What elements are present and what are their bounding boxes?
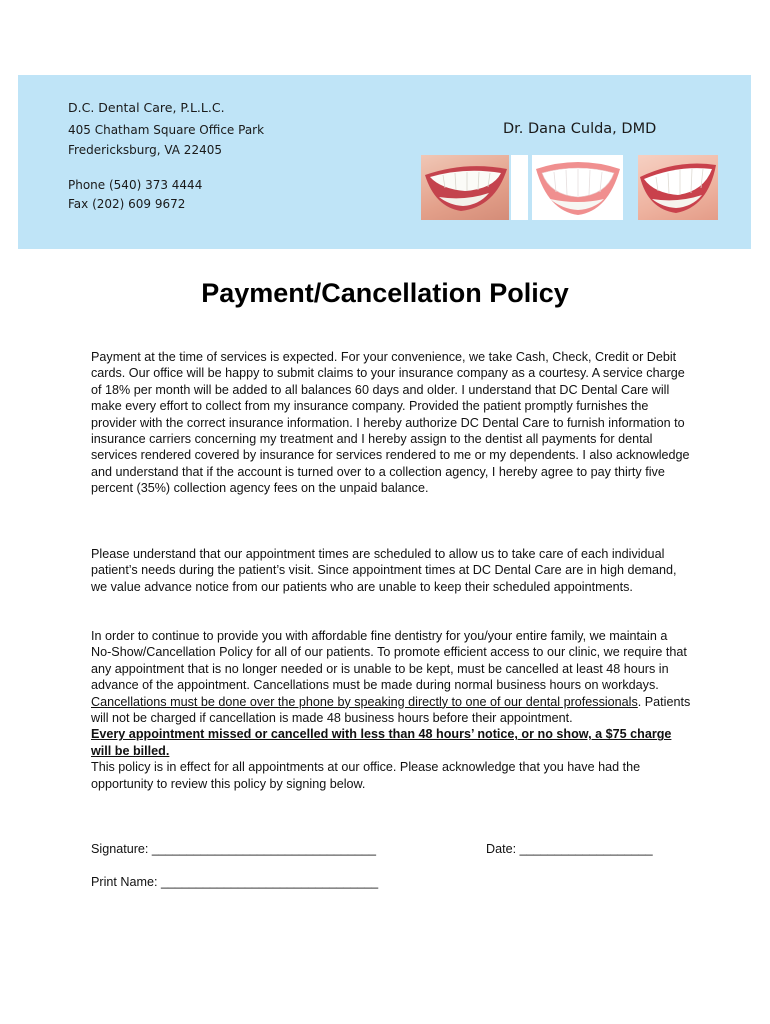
doctor-name: Dr. Dana Culda, DMD (503, 121, 657, 137)
company-name: D.C. Dental Care, P.L.L.C. (68, 100, 225, 115)
phone-number: Phone (540) 373 4444 (68, 178, 203, 192)
payment-paragraph: Payment at the time of services is expected. For your convenience, we take Cash, Check, Credit or Debit cards. Our office will be happy to submit claims to your insurance company as a courtesy. A service charge of 18% per month will be added to all balances 60 days and older. I understand that DC Dental Care will make every effort to collect from my insurance company. Provided the patient promptly furnishes the provider with the correct insurance information. I hereby authorize DC Dental Care to furnish information to insurance carriers concerning my treatment and I hereby assign to the dentist all payments for dental services rendered covered by insurance for services rendered to me or my dependents. I also acknowledge and understand that if the account is turned over to a collection agency, I hereby agree to pay thirty five percent (35%) collection agency fees on the unpaid balance. (91, 350, 690, 496)
date-line[interactable]: Date: ___________________ (486, 842, 653, 856)
smile-photo-2 (532, 155, 623, 220)
cancellation-paragraph (91, 628, 691, 792)
cancellation-text-part1: In order to continue to provide you with affordable fine dentistry for you/your entire family, we maintain a No-Show/Cancellation Policy for all of our patients. To promote efficient access to our clinic, we require that any appointment that is no longer needed or is unable to be kept, must be cancelled at least 48 hours in advance of the appointment. Cancellations must be made during normal business hours on workdays. (91, 629, 687, 693)
address-line-1: 405 Chatham Square Office Park (68, 123, 265, 137)
smile-divider (511, 155, 528, 220)
missed-appointment-charge-notice: Every appointment missed or cancelled with less than 48 hours’ notice, or no show, a $75 charge will be billed. (91, 727, 672, 758)
page-title: Payment/Cancellation Policy (201, 278, 569, 308)
fax-number: Fax (202) 609 9672 (68, 197, 186, 211)
phone-cancellation-notice: Cancellations must be done over the phone by speaking directly to one of our dental professionals (91, 694, 638, 709)
address-line-2: Fredericksburg, VA 22405 (68, 143, 222, 157)
cancellation-text-part2: . Patients will not be charged if cancellation is made 48 business hours before their appointment. (91, 694, 691, 726)
smile-photo-1 (421, 155, 509, 220)
appointment-paragraph: Please understand that our appointment times are scheduled to allow us to take care of each individual patient’s needs during the patient’s visit. Since appointment times at DC Dental Care are in high demand, we value advance notice from our patients who are unable to keep their scheduled appointments. (91, 547, 677, 594)
letterhead-banner (18, 75, 751, 249)
signature-line[interactable]: Signature: ________________________________ (91, 842, 377, 856)
smile-photo-3 (638, 155, 718, 220)
print-name-line[interactable]: Print Name: _______________________________ (91, 875, 379, 889)
acknowledgement-text: This policy is in effect for all appointments at our office. Please acknowledge that you have had the opportunity to review this policy by signing below. (91, 760, 641, 791)
